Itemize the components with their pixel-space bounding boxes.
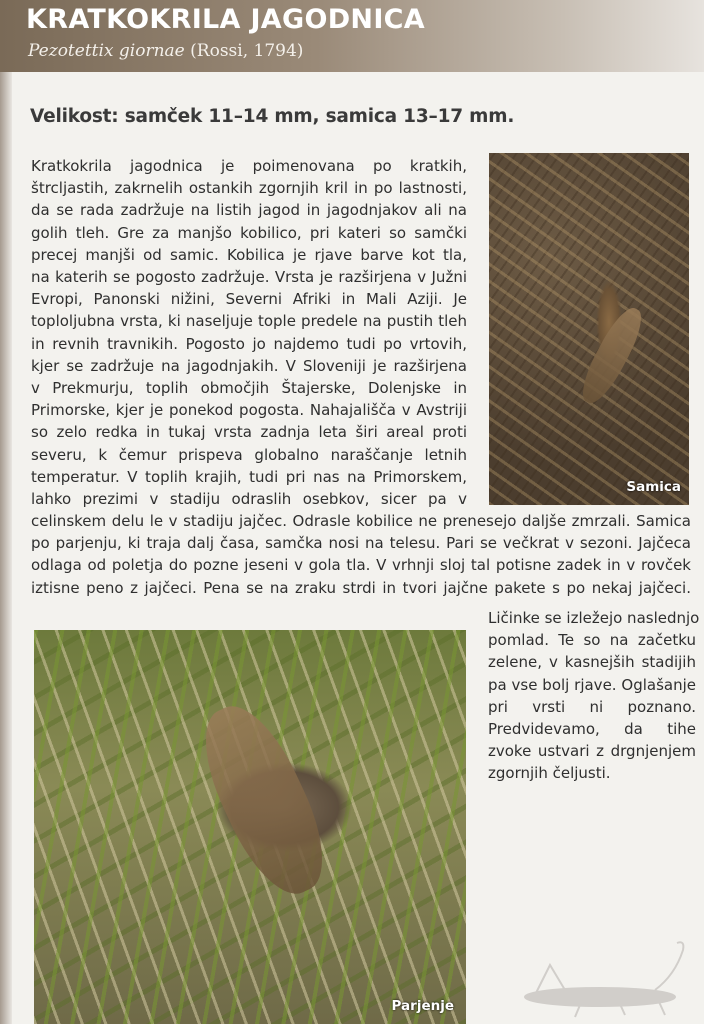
- text-line: pomlad. Te so na začetku: [488, 631, 696, 650]
- text-line: štrcljastih, zakrnelih ostankih zgornjih kril in po lastnosti,: [31, 179, 467, 198]
- text-line: lahko prezimi v stadiju odraslih osebkov, sicer pa v: [31, 490, 467, 509]
- text-line: toploljubna vrsta, ki naseljuje tople predele na pustih tleh: [31, 312, 467, 331]
- species-latin-name: [28, 41, 303, 61]
- text-line: so zelo redka in tukaj vrsta zadnja leta širi areal proti: [31, 423, 467, 442]
- text-line: temperatur. V toplih krajih, tudi pri nas na Primorskem,: [31, 467, 467, 486]
- grasshopper-silhouette-icon: [505, 935, 695, 1020]
- body-text-side: [488, 607, 700, 785]
- text-line: zgornjih čeljusti.: [488, 764, 611, 783]
- text-line: Kratkokrila jagodnica je poimenovana po kratkih,: [31, 157, 467, 175]
- text-line: precej manjši od samic. Kobilica je rjave barve kot tla,: [31, 245, 467, 264]
- text-line: in revnih travnikih. Pogosto jo najdemo tudi po vrtovih,: [31, 334, 467, 353]
- text-line: pri vrsti ni poznano.: [488, 697, 696, 716]
- page-edge-shadow: [0, 72, 12, 1024]
- body-text-upper: [31, 155, 467, 510]
- latin-name: Pezotettix giornae: [28, 41, 185, 61]
- page-title: KRATKOKRILA JAGODNICA: [26, 4, 425, 35]
- body-text-full: [31, 510, 691, 599]
- text-line: iztisne peno z jajčeci. Pena se na zraku strdi in tvori jajčne pakete s po nekaj jajčeci.: [31, 578, 691, 597]
- text-line: Predvidevamo, da tihe: [488, 720, 696, 739]
- text-line: Primorske, kjer je ponekod pogosta. Nahajališča v Avstriji: [31, 401, 467, 420]
- text-line: da se rada zadržuje na listih jagod in jagodnjakov ali na: [31, 201, 467, 220]
- text-line: celinskem delu le v stadiju jajčec. Odrasle kobilice ne prenesejo daljše zmrzali. Samica: [31, 512, 691, 530]
- photo-caption-mating: Parjenje: [391, 998, 454, 1014]
- text-line: severu, k čemur prispeva globalno naraščanje letnih: [31, 445, 467, 464]
- text-line: pa vse bolj rjave. Oglašanje: [488, 675, 696, 694]
- photo-caption-female: Samica: [626, 479, 681, 495]
- size-heading: Velikost: samček 11–14 mm, samica 13–17 mm.: [30, 106, 515, 127]
- text-line: Ličinke se izležejo naslednjo: [488, 609, 700, 627]
- text-line: po parjenju, ki traja dalj časa, samčka nosi na telesu. Pari se večkrat v sezoni. Jajčeca: [31, 534, 691, 553]
- text-line: Evropi, Panonski nižini, Severni Afriki in Mali Aziji. Je: [31, 290, 467, 309]
- grasshopper-pair-figure: [185, 692, 342, 907]
- grasshopper-figure: [574, 302, 650, 409]
- text-line: kjer se zadržuje na jagodnjakih. V Sloveniji je razširjena: [31, 356, 467, 375]
- text-line: na katerih se pogosto zadržuje. Vrsta je razširjena v Južni: [31, 268, 467, 287]
- text-line: zvoke ustvari z drgnjenjem: [488, 742, 696, 761]
- photo-mating: [34, 630, 466, 1024]
- author-citation: (Rossi, 1794): [190, 41, 304, 61]
- text-line: golih tleh. Gre za manjšo kobilico, pri kateri so samčki: [31, 223, 467, 242]
- page-header: [0, 0, 704, 72]
- text-line: odlaga od poletja do pozne jeseni v gola tla. V vrhnji sloj tal potisne zadek in v rovček: [31, 556, 691, 575]
- text-line: zelene, v kasnejših stadijih: [488, 653, 696, 672]
- text-line: v Prekmurju, toplih območjih Štajerske, Dolenjske in: [31, 379, 467, 398]
- photo-female: [489, 153, 689, 505]
